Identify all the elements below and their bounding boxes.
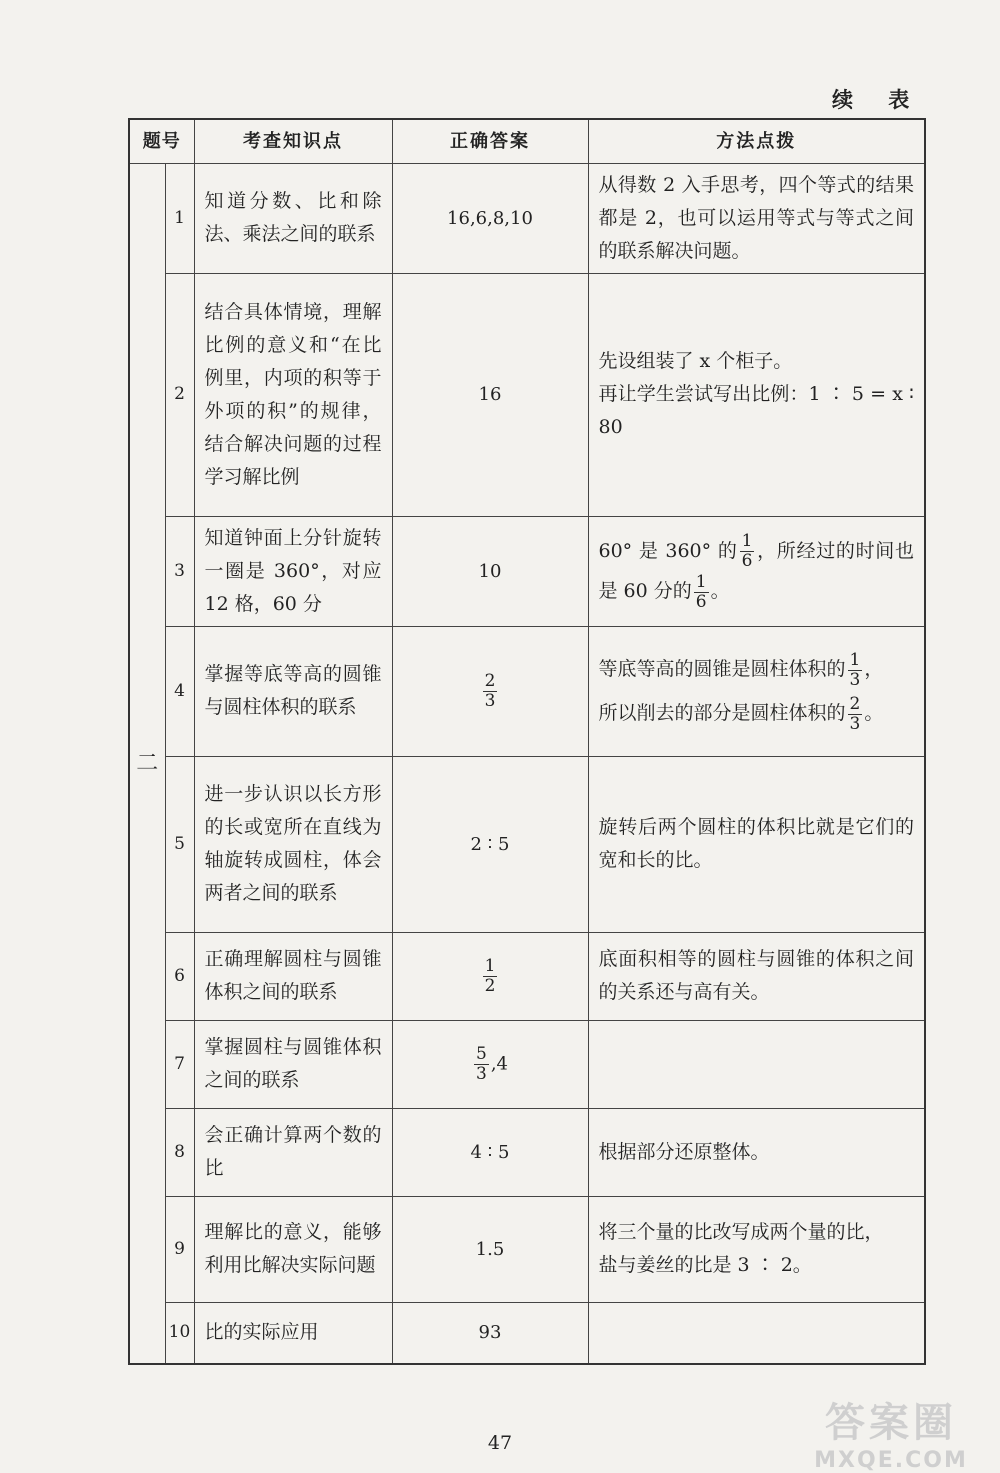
fraction (848, 695, 863, 734)
fraction (474, 1045, 489, 1084)
question-number: 4 (165, 626, 194, 756)
correct-answer (392, 932, 588, 1020)
knowledge-point: 知道钟面上分针旋转一圈是 360°，对应 12 格，60 分 (194, 516, 392, 626)
knowledge-point: 正确理解圆柱与圆锥体积之间的联系 (194, 932, 392, 1020)
watermark-logo: 答案圈 (825, 1400, 957, 1446)
table-row (129, 1302, 925, 1364)
method-line (599, 647, 915, 691)
fraction-numerator: 1 (484, 955, 496, 976)
question-number: 8 (165, 1108, 194, 1196)
correct-answer (392, 1020, 588, 1108)
method-text: 60° 是 360° 的 (598, 539, 738, 562)
knowledge-point: 掌握等底等高的圆锥与圆柱体积的联系 (194, 626, 392, 756)
table-row (129, 932, 925, 1020)
correct-answer: 16 (392, 273, 588, 516)
table-row (129, 1196, 925, 1302)
answer-table (128, 118, 926, 1365)
section-label: 二 (129, 163, 165, 1364)
knowledge-point: 结合具体情境，理解比例的意义和“在比例里，内项的积等于外项的积”的规律，结合解决问题的过程学习解比例 (194, 273, 392, 516)
table-header-row (129, 119, 925, 163)
question-number: 9 (165, 1196, 194, 1302)
answer-rest: ,4 (490, 1053, 508, 1074)
fraction (848, 651, 863, 690)
header-knowledge-point: 考查知识点 (194, 119, 392, 163)
table-row (129, 1108, 925, 1196)
fraction-denominator: 6 (695, 591, 707, 612)
knowledge-point: 掌握圆柱与圆锥体积之间的联系 (194, 1020, 392, 1108)
method-text: 。 (864, 702, 884, 724)
method-tip (588, 516, 925, 626)
table-row (129, 273, 925, 516)
header-question-number: 题号 (129, 119, 194, 163)
fraction-denominator: 3 (475, 1063, 487, 1084)
knowledge-point: 理解比的意义，能够利用比解决实际问题 (194, 1196, 392, 1302)
correct-answer: 10 (392, 516, 588, 626)
fraction (740, 532, 755, 571)
fraction (694, 573, 709, 612)
knowledge-point: 知道分数、比和除法、乘法之间的联系 (194, 163, 392, 273)
method-text: 所以削去的部分是圆柱体积的 (598, 702, 846, 724)
knowledge-point: 进一步认识以长方形的长或宽所在直线为轴旋转成圆柱，体会两者之间的联系 (194, 756, 392, 932)
question-number: 3 (165, 516, 194, 626)
question-number: 1 (165, 163, 194, 273)
knowledge-point: 比的实际应用 (194, 1302, 392, 1364)
watermark-site: MXQE.COM (814, 1448, 968, 1473)
correct-answer: 16,6,8,10 (392, 163, 588, 273)
correct-answer: 1.5 (392, 1196, 588, 1302)
fraction-denominator: 3 (849, 669, 861, 690)
correct-answer: 2 ∶ 5 (392, 756, 588, 932)
method-text: 等底等高的圆锥是圆柱体积的 (598, 658, 846, 680)
method-text: ， (864, 658, 884, 680)
method-tip (588, 1302, 925, 1364)
fraction-numerator: 1 (849, 649, 861, 670)
fraction-numerator: 2 (484, 670, 496, 691)
question-number: 7 (165, 1020, 194, 1108)
page-number: 47 (487, 1432, 513, 1454)
table-row (129, 163, 925, 273)
question-number: 6 (165, 932, 194, 1020)
correct-answer: 93 (392, 1302, 588, 1364)
header-correct-answer: 正确答案 (392, 119, 588, 163)
fraction-denominator: 6 (741, 551, 753, 571)
method-tip (588, 1196, 925, 1302)
correct-answer: 4 ∶ 5 (392, 1108, 588, 1196)
method-tip (588, 273, 925, 516)
method-tip: 旋转后两个圆柱的体积比就是它们的宽和长的比。 (588, 756, 925, 932)
knowledge-point: 会正确计算两个数的比 (194, 1108, 392, 1196)
table-row (129, 756, 925, 932)
fraction-numerator: 1 (741, 531, 753, 551)
question-number: 2 (165, 273, 194, 516)
watermark (796, 1391, 986, 1473)
method-tip (588, 626, 925, 756)
correct-answer (392, 626, 588, 756)
fraction-numerator: 2 (849, 693, 861, 714)
method-tip (588, 1020, 925, 1108)
method-line: 再让学生尝试写出比例：1 ∶ 5 = x ∶ 80 (598, 383, 914, 438)
method-line: 盐与姜丝的比是 3 ∶ 2。 (598, 1254, 812, 1276)
fraction-numerator: 5 (475, 1043, 487, 1064)
method-tip: 底面积相等的圆柱与圆锥的体积之间的关系还与高有关。 (588, 932, 925, 1020)
method-tip: 根据部分还原整体。 (588, 1108, 925, 1196)
table-row (129, 516, 925, 626)
method-line (599, 691, 915, 735)
continued-label: 续 表 (832, 88, 924, 112)
table-row (129, 626, 925, 756)
method-line: 先设组装了 x 个柜子。 (598, 350, 793, 372)
fraction-denominator: 3 (849, 713, 861, 734)
fraction-denominator: 2 (484, 975, 496, 996)
fraction (483, 957, 498, 996)
fraction-denominator: 3 (484, 690, 496, 711)
table-row (129, 1020, 925, 1108)
fraction (483, 672, 498, 711)
header-method-tip: 方法点拨 (588, 119, 925, 163)
method-text: 。 (710, 580, 730, 602)
fraction-numerator: 1 (695, 571, 707, 592)
method-text: ，所经过的时间也是 60 分的 (598, 539, 914, 602)
method-tip: 从得数 2 入手思考，四个等式的结果都是 2，也可以运用等式与等式之间的联系解决问题。 (588, 163, 925, 273)
question-number: 5 (165, 756, 194, 932)
method-line: 将三个量的比改写成两个量的比， (598, 1221, 884, 1243)
question-number: 10 (165, 1302, 194, 1364)
